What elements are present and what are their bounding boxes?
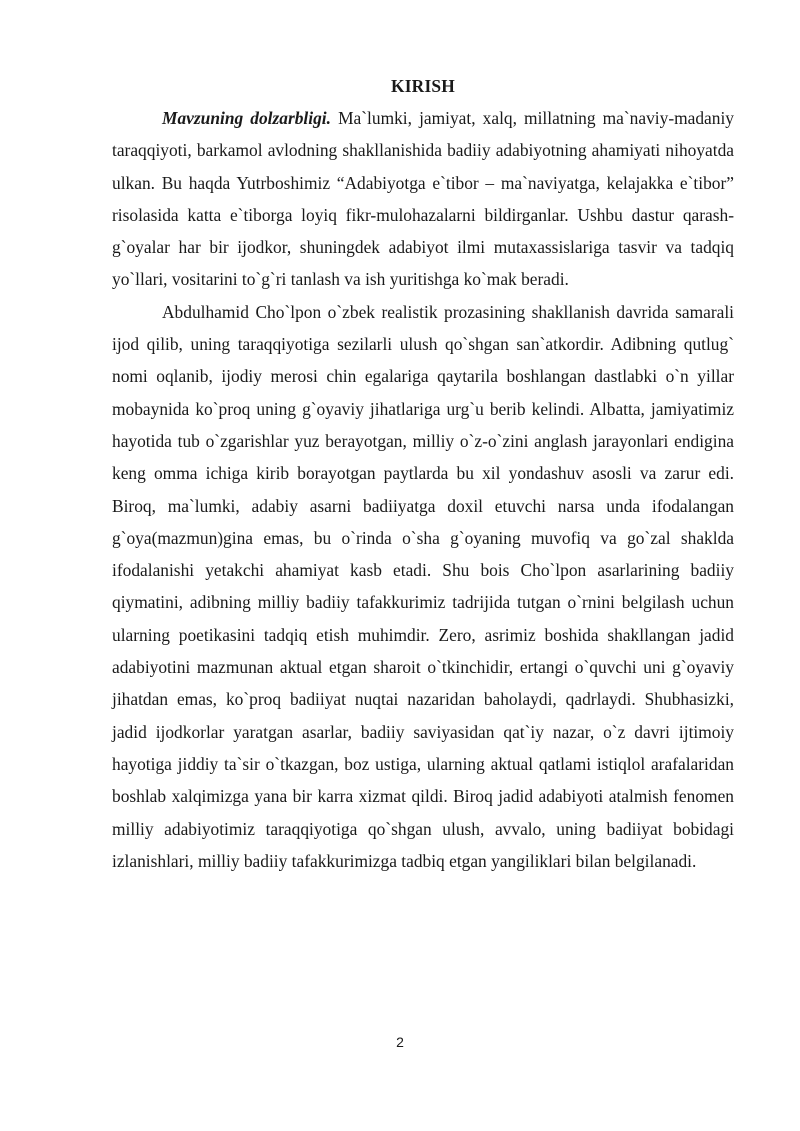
section-title: KIRISH [390,76,456,96]
page-content [112,70,734,877]
paragraph-relevance [112,102,734,296]
page-number: 2 [396,1034,404,1050]
paragraph-text: Ma`lumki, jamiyat, xalq, millatning ma`naviy-madaniy taraqqiyoti, barkamol avlodning shakllanishida badiiy adabiyotning ahamiyati nihoyatda ulkan. Bu haqda Yutrboshimiz “Adabiyotga e`tibor – ma`naviyatga, kelajakka e`tibor” risolasida katta e`tiborga loyiq fikr-mulohazalarni bildirganlar. Ushbu dastur qarash-g`oyalar har bir ijodkor, shuningdek adabiyot ilmi mutaxassislariga tasvir va tadqiq yo`llari, vositarini to`g`ri tanlash va ish yuritishga ko`mak beradi. [112,108,734,290]
paragraph-cholpon [112,296,734,877]
paragraph-text: Abdulhamid Cho`lpon o`zbek realistik prozasining shakllanish davrida samarali ijod qilib, uning taraqqiyotiga sezilarli ulush qo`shgan san`atkordir. Adibning qutlug` nomi oqlanib, ijodiy merosi chin egalariga qaytarila boshlangan dastlabki o`n yillar mobaynida ko`proq uning g`oyaviy jihatlariga urg`u berib kelindi. Albatta, jamiyatimiz hayotida tub o`zgarishlar yuz berayotgan, milliy o`z-o`zini anglash jarayonlari endigina keng omma ichiga kirib borayotgan paytlarda bu xil yondashuv asosli va zarur edi. Biroq, ma`lumki, adabiy asarni badiiyatga doxil etuvchi narsa unda ifodalangan g`oya(mazmun)gina emas, bu o`rinda o`sha g`oyaning muvofiq va go`zal shaklda ifodalanishi yetakchi ahamiyat kasb etadi. Shu bois Cho`lpon asarlarining badiiy qiymatini, adibning milliy badiiy tafakkurimiz tadrijida tutgan o`rnini belgilash uchun ularning poetikasini tadqiq etish muhimdir. Zero, asrimiz boshida shakllangan jadid adabiyotini mazmunan aktual etgan sharoit o`tkinchidir, ertangi o`quvchi uni g`oyaviy jihatdan emas, ko`proq badiiyat nuqtai nazaridan baholaydi, qadrlaydi. Shubhasizki, jadid ijodkorlar yaratgan asarlar, badiiy saviyasidan qat`iy nazar, o`z davri ijtimoiy hayotiga jiddiy ta`sir o`tkazgan, boz ustiga, ularning aktual qatlami istiqlol arafalaridan boshlab xalqimizga yana bir karra xizmat qildi. Biroq jadid adabiyoti atalmish fenomen milliy adabiyotimiz taraqqiyotiga qo`shgan ulush, avvalo, uning badiiyat bobidagi izlanishlari, milliy badiiy tafakkurimizga tadbiq etgan yangiliklari bilan belgilanadi. [112,301,734,871]
paragraph-lead-heading: Mavzuning dolzarbligi. [162,108,331,128]
